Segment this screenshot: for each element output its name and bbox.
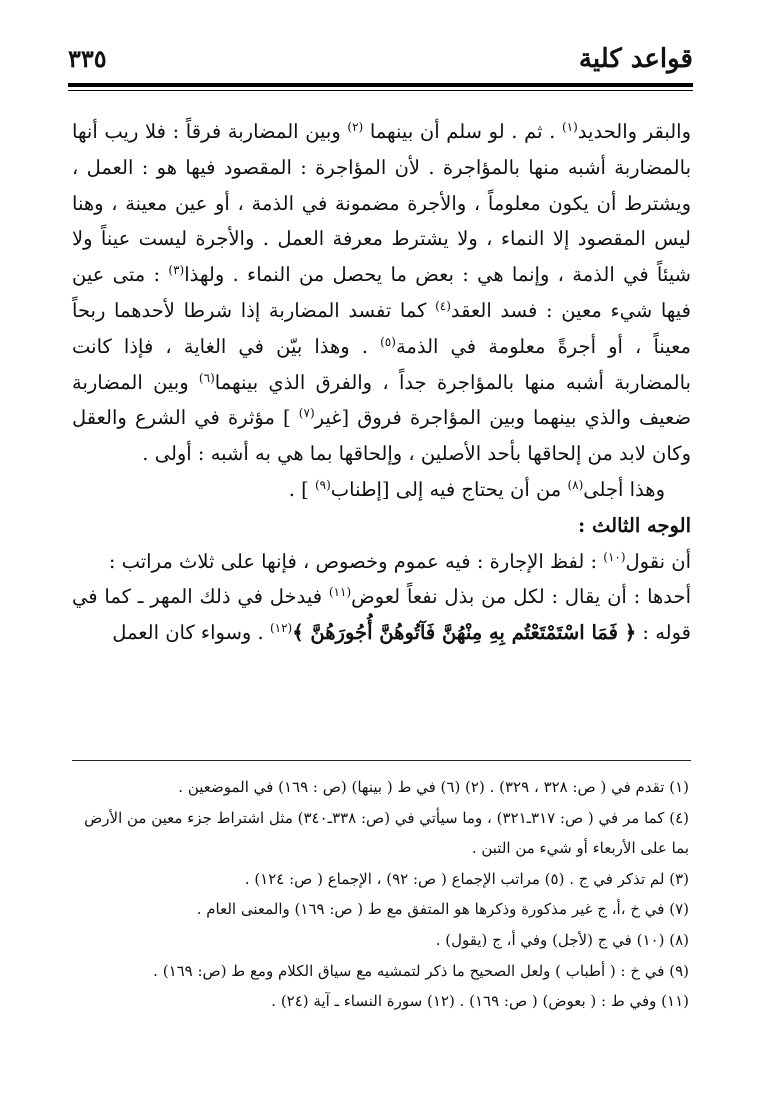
page-number: ٣٣٥ (68, 44, 107, 73)
footnote-ref-2[interactable]: (٢) (347, 120, 364, 134)
paragraph-4 (72, 579, 691, 651)
text-run: : متى عين فيها شيء معين : فسد العقد (72, 263, 691, 322)
footnote-line: (١) تقدم في ( ص: ٣٢٨ ، ٣٢٩) . (٢) (٦) في ط ( بينها) (ص : ١٦٩) في الموضعين . (178, 778, 689, 796)
header-rule-thin (68, 90, 693, 91)
text-run: . ثم . لو سلم أن بينهما (363, 120, 562, 143)
footnote-ref-12[interactable]: (١٢) (269, 621, 293, 636)
text-run: . وسواء كان العمل (112, 621, 270, 645)
text-run: وبين المضاربة فرقاً : فلا ريب أنها بالمضاربة أشبه منها بالمؤاجرة . لأن المؤاجرة : المقصود فيها هو : العمل ، ويشترط أن يكون معلوماً ، والأجرة مضمونة في الذمة ، أو عين معينة ، وهنا ليس المقصود إلا النماء ، ولا يشترط معرفة العمل . والأجرة ليست عيناً ولا شيئاً في الذمة ، وإنما هي : بعض ما يحصل من النماء . ولهذا (72, 120, 691, 287)
text-run: : لفظ الإجارة : فيه عموم وخصوص ، فإنها على ثلاث مراتب : (108, 549, 604, 573)
footnote-line: (٩) في خ : ( أطباب ) ولعل الصحيح ما ذكر لتمشيه مع سياق الكلام ومع ط (ص: ١٦٩) . (153, 961, 689, 980)
footnote-ref-3[interactable]: (٣) (168, 263, 185, 278)
footnote-divider (72, 760, 691, 761)
footnote-ref-9[interactable]: (٩) (314, 477, 331, 492)
footnote-line: (٨) (١٠) في ج (لأجل) وفي أ، ج (يقول) . (435, 930, 689, 949)
footnote-ref-1[interactable]: (١) (561, 120, 578, 134)
paragraph-1 (72, 114, 691, 472)
text-run: من أن يحتاج فيه إلى [إطناب (330, 477, 568, 501)
footnote-ref-10[interactable]: (١٠) (603, 549, 626, 564)
footnote-ref-6[interactable]: (٦) (198, 370, 215, 385)
text-run: كما تفسد المضاربة إذا شرطا لأحدهما ربحاً معيناً ، أو أجرةً معلومة في الذمة (72, 298, 692, 358)
footnote-ref-8[interactable]: (٨) (567, 477, 584, 492)
footnote-ref-4[interactable]: (٤) (435, 298, 451, 313)
footnote-line: (١١) وفي ط : ( بعوض) ( ص: ١٦٩) . (١٢) سورة النساء ـ آية (٢٤) . (271, 992, 689, 1011)
footnote-line: (٤) كما مر في ( ص: ٣١٧ـ٣٢١) ، وما سيأتي في (ص: ٣٣٨ـ٣٤٠) مثل اشتراط جزء معين من الأرض بما على الأربعاء أو شيء من التبن . (84, 808, 689, 858)
text-run: أحدها : أن يقال : لكل من بذل نفعاً لعوض (351, 585, 692, 609)
footnote-line: (٧) في خ ،أ، ج غير مذكورة وذكرها هو المتفق مع ط ( ص: ١٦٩) والمعنى العام . (196, 900, 689, 919)
text-run: وهذا أجلى (583, 477, 665, 501)
page-header (68, 44, 693, 84)
text-run: . وهذا بيّن في الغاية ، فإذا كانت بالمضاربة أشبه منها بالمؤاجرة جداً ، والفرق الذي بينهما (72, 334, 691, 394)
footnotes (72, 772, 689, 1017)
section-heading: الوجه الثالث : (578, 513, 691, 537)
text-run: ] . (288, 477, 315, 501)
text-run: والبقر والحديد (577, 120, 691, 143)
quran-verse: ﴿ فَمَا اسْتَمْتَعْتُم بِهِ مِنْهُنَّ فَآتُوهُنَّ أُجُورَهُنَّ ﴾ (292, 621, 637, 645)
text-run: وبين المضاربة ضعيف والذي بينهما وبين المؤاجرة فروق [غير (72, 370, 692, 430)
footnote-ref-5[interactable]: (٥) (380, 334, 396, 349)
footnote-line: (٣) لم تذكر في ج . (٥) مراتب الإجماع ( ص: ٩٢) ، الإجماع ( ص: ١٢٤) . (244, 869, 689, 888)
footnote-ref-7[interactable]: (٧) (298, 406, 315, 421)
main-text (72, 114, 691, 651)
text-run: فيدخل في ذلك المهر ـ كما في قوله : (72, 585, 691, 645)
text-run: أن نقول (625, 549, 691, 573)
text-run: ] مؤثرة في الشرع والعقل وكان لابد من إلحاقها بأحد الأصلين ، وإلحاقها بما هي به أشبه : أولى . (72, 406, 691, 466)
header-rule-thick (68, 83, 693, 87)
paragraph-2 (72, 472, 691, 508)
footnote-ref-11[interactable]: (١١) (328, 585, 352, 600)
running-title: قواعد كلية (578, 44, 693, 74)
paragraph-3 (72, 544, 691, 580)
